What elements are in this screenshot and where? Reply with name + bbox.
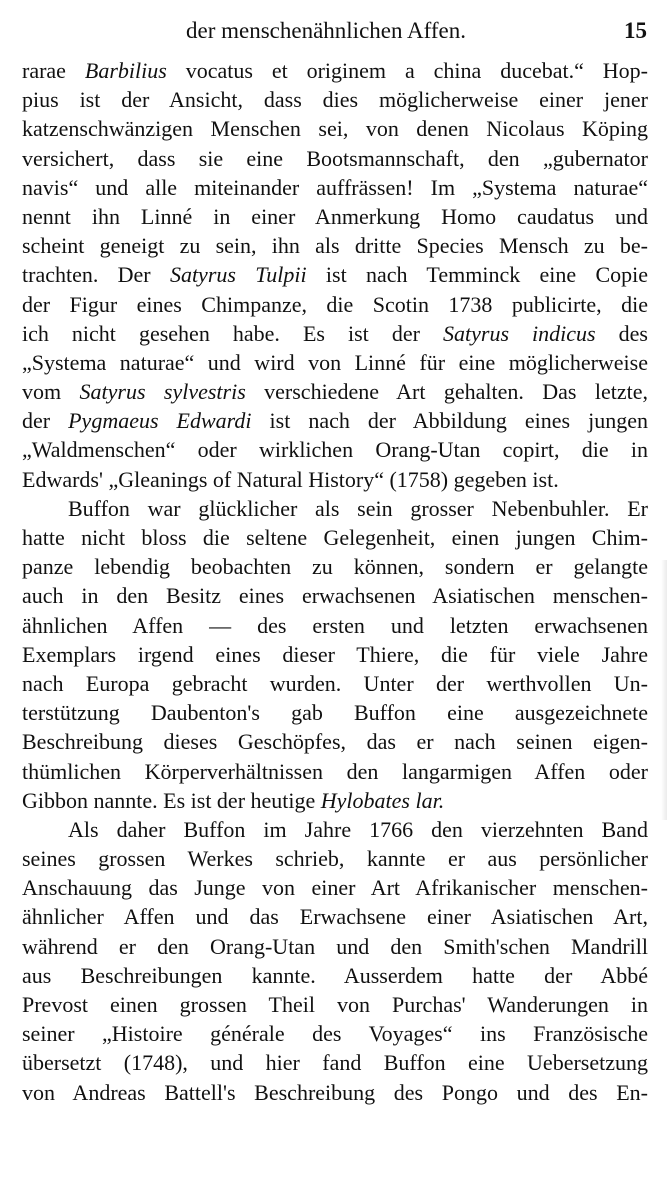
text-segment: nach Europa gebracht wurden. Unter der werthvollen Un- — [22, 670, 648, 696]
text-line — [22, 56, 648, 85]
text-segment: während er den Orang-Utan und den Smith'schen Mandrill — [22, 933, 648, 959]
text-line — [22, 873, 648, 902]
text-segment: navis“ und alle miteinander auffrässen! Im „Systema naturae“ — [22, 174, 648, 200]
text-segment: der — [22, 408, 69, 434]
italic-term: Barbilius — [84, 58, 167, 83]
text-segment: Buffon war glücklicher als sein grosser Nebenbuhler. Er — [68, 495, 648, 521]
text-line — [22, 114, 648, 143]
text-segment: des — [595, 320, 648, 346]
text-segment: ist nach Temminck eine Copie — [306, 262, 648, 288]
italic-term: Satyrus Tulpii — [169, 262, 307, 288]
text-segment: versichert, dass sie eine Bootsmannschaft, den „gubernator — [22, 145, 648, 171]
text-segment: übersetzt (1748), und hier fand Buffon eine Uebersetzung — [22, 1050, 648, 1076]
text-line — [22, 786, 648, 815]
text-line — [22, 406, 648, 435]
text-segment: von Andreas Battell's Beschreibung des Pongo und des En- — [22, 1079, 648, 1105]
text-segment: Beschreibung dieses Geschöpfes, das er nach seinen eigen- — [22, 729, 648, 755]
text-segment: rarae — [22, 58, 85, 83]
text-segment: thümlichen Körperverhältnissen den langarmigen Affen oder — [22, 758, 648, 784]
text-line — [22, 465, 648, 494]
text-line — [22, 348, 648, 377]
italic-term: Hylobates lar. — [320, 787, 445, 813]
text-line — [22, 757, 648, 786]
text-line — [22, 727, 648, 756]
text-segment: vocatus et originem a china ducebat.“ Hop- — [166, 58, 648, 83]
text-line — [22, 494, 648, 523]
text-segment: Exemplars irgend eines dieser Thiere, die für viele Jahre — [22, 641, 648, 667]
text-segment: verschiedene Art gehalten. Das letzte, — [245, 379, 648, 405]
text-segment: auch in den Besitz eines erwachsenen Asiatischen menschen- — [22, 583, 648, 609]
text-segment: trachten. Der — [22, 262, 170, 288]
text-line — [22, 260, 648, 289]
text-line — [22, 611, 648, 640]
running-title: der menschenähnlichen Affen. — [186, 18, 466, 43]
text-segment: ist nach der Abbildung eines jungen — [251, 408, 648, 434]
text-segment: nennt ihn Linné in einer Anmerkung Homo caudatus und — [22, 203, 648, 229]
italic-term: Pygmaeus Edwardi — [68, 408, 252, 434]
text-line — [22, 902, 648, 931]
text-line — [22, 1048, 648, 1077]
text-segment: ich nicht gesehen habe. Es ist der — [22, 320, 443, 346]
text-segment: aus Beschreibungen kannte. Ausserdem hatte der Abbé — [22, 962, 648, 988]
text-segment: pius ist der Ansicht, dass dies möglicherweise einer jener — [22, 87, 648, 113]
text-segment: vom — [22, 379, 80, 405]
text-line — [22, 961, 648, 990]
text-line — [22, 581, 648, 610]
text-line — [22, 815, 648, 844]
text-segment: Als daher Buffon im Jahre 1766 den vierzehnten Band — [68, 816, 648, 842]
text-segment: der Figur eines Chimpanze, die Scotin 1738 publicirte, die — [22, 291, 648, 317]
text-segment: scheint geneigt zu sein, ihn als dritte Species Mensch zu be- — [22, 233, 648, 259]
text-segment: Edwards' „Gleanings of Natural History“ (1758) gegeben ist. — [22, 466, 559, 492]
text-line — [22, 231, 648, 260]
text-line — [22, 990, 648, 1019]
italic-term: Satyrus sylvestris — [79, 379, 246, 405]
text-line — [22, 1078, 648, 1107]
text-line — [22, 435, 648, 464]
text-segment: „Systema naturae“ und wird von Linné für eine möglicherweise — [22, 349, 648, 375]
text-line — [22, 640, 648, 669]
text-segment: Anschauung das Junge von einer Art Afrikanischer menschen- — [22, 875, 648, 901]
text-line — [22, 202, 648, 231]
text-segment: katzenschwänzigen Menschen sei, von denen Nicolaus Köping — [22, 116, 648, 142]
text-segment: seines grossen Werkes schrieb, kannte er aus persönlicher — [22, 846, 648, 872]
text-line — [22, 290, 648, 319]
text-line — [22, 1019, 648, 1048]
text-line — [22, 319, 648, 348]
text-segment: „Waldmenschen“ oder wirklichen Orang-Utan copirt, die in — [22, 437, 648, 463]
text-line — [22, 377, 648, 406]
text-segment: Gibbon nannte. Es ist der heutige — [22, 787, 321, 813]
text-line — [22, 144, 648, 173]
text-segment: terstützung Daubenton's gab Buffon eine ausgezeichnete — [22, 700, 648, 726]
text-line — [22, 523, 648, 552]
body-text — [22, 56, 648, 1107]
text-line — [22, 173, 648, 202]
text-line — [22, 844, 648, 873]
text-line — [22, 552, 648, 581]
page-number: 15 — [624, 18, 647, 43]
text-segment: panze lebendig beobachten zu können, sondern er gelangte — [22, 554, 648, 580]
text-line — [22, 698, 648, 727]
text-segment: Prevost einen grossen Theil von Purchas' Wanderungen in — [22, 992, 648, 1017]
text-segment: seiner „Histoire générale des Voyages“ ins Französische — [22, 1021, 648, 1047]
text-segment: ähnlichen Affen — des ersten und letzten erwachsenen — [22, 612, 648, 638]
text-segment: hatte nicht bloss die seltene Gelegenheit, einen jungen Chim- — [22, 525, 648, 550]
page-header — [0, 14, 667, 48]
text-line — [22, 932, 648, 961]
text-line — [22, 669, 648, 698]
scan-shadow — [661, 560, 667, 820]
text-line — [22, 85, 648, 114]
italic-term: Satyrus indicus — [443, 320, 596, 346]
text-segment: ähnlicher Affen und das Erwachsene einer Asiatischen Art, — [22, 904, 648, 930]
